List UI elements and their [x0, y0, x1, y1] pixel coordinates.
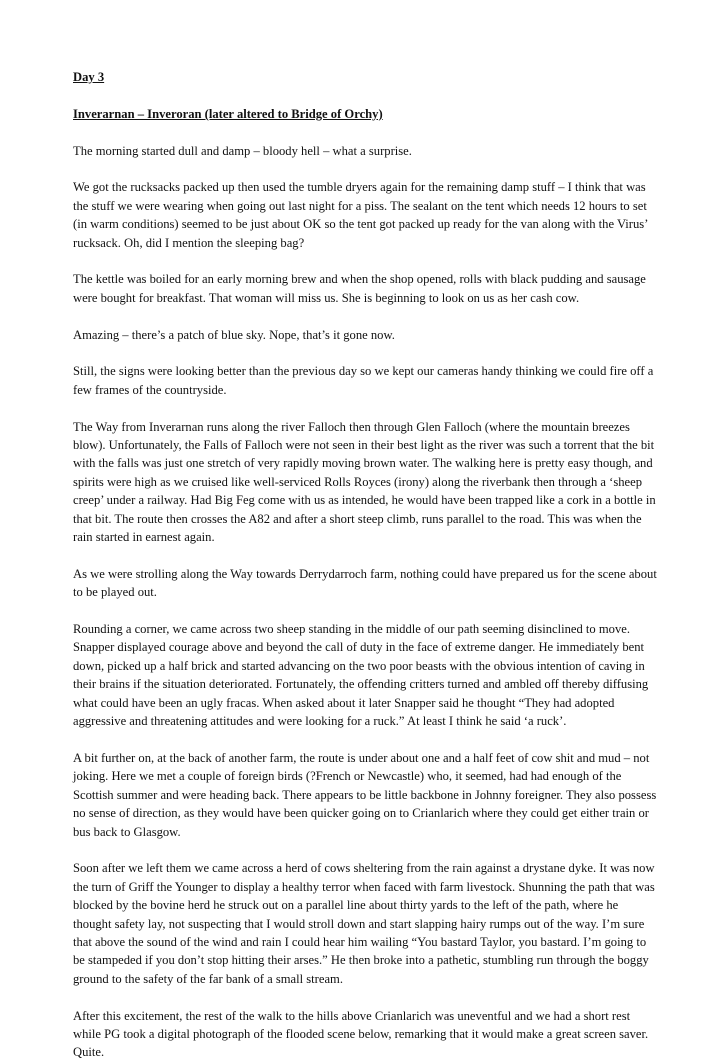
paragraph-1: The morning started dull and damp – bloody hell – what a surprise.	[73, 143, 412, 158]
paragraph-10: Soon after we left them we came across a herd of cows sheltering from the rain against a drystane dyke. It was now the turn of Griff the Younger to display a healthy terror when faced with farm livestock. Shunning the path that was blocked by the bovine herd he struck out on a parallel line about thirty yards to the left of the path, where he thought safety lay, not suspecting that I would stroll down and start slapping hairy rumps out of the way. I’m sure that above the sound of the wind and rain I could hear him wailing “You bastard Taylor, you bastard. I’m going to be stampeded if you don’t stop hitting their arses.” He then broke into a pathetic, stumbling run through the boggy ground to the safety of the far bank of a small stream.	[73, 861, 655, 986]
paragraph-2: We got the rucksacks packed up then used the tumble dryers again for the remaining damp stuff – I think that was the stuff we were wearing when going out last night for a piss. The sealant on the tent which needs 12 hours to set (in warm conditions) seemed to be just about OK so the tent got packed up ready for the van along with the Virus’ rucksack. Oh, did I mention the sleeping bag?	[73, 180, 648, 250]
day-heading: Day 3	[73, 70, 105, 84]
paragraph-6: The Way from Inverarnan runs along the river Falloch then through Glen Falloch (where the mountain breezes blow). Unfortunately, the Falls of Falloch were not seen in their best light as the river was such a torrent that the bit with the falls was just one stretch of very rapidly moving brown water. The walking here is pretty easy though, and spirits were high as we cruised like well-serviced Rolls Royces (irony) along the riverbank then through a ‘sheep creep’ under a railway. Had Big Feg come with us as intended, he would have been trapped like a cork in a bottle in that bit. The route then crosses the A82 and after a short steep climb, runs parallel to the road. This was when the rain started in earnest again.	[73, 419, 656, 545]
paragraph-4: Amazing – there’s a patch of blue sky. Nope, that’s it gone now.	[73, 327, 395, 342]
route-heading: Inverarnan – Inveroran (later altered to Bridge of Orchy)	[73, 106, 383, 121]
paragraph-3: The kettle was boiled for an early morning brew and when the shop opened, rolls with black pudding and sausage were bought for breakfast. That woman will miss us. She is beginning to look on us as her cash cow.	[73, 272, 646, 305]
paragraph-5: Still, the signs were looking better than the previous day so we kept our cameras handy thinking we could fire off a few frames of the countryside.	[73, 364, 654, 397]
paragraph-9: A bit further on, at the back of another farm, the route is under about one and a half feet of cow shit and mud – not joking. Here we met a couple of foreign birds (?French or Newcastle) who, it seemed, had had enough of the Scottish summer and were heading back. There appears to be little backbone in Johnny foreigner. They also possess no sense of direction, as they would have been quicker going on to Crianlarich where they could get either train or bus back to Glasgow.	[73, 750, 657, 839]
paragraph-11: After this excitement, the rest of the walk to the hills above Crianlarich was uneventful and we had a short rest while PG took a digital photograph of the flooded scene below, remarking that it would make a great screen saver. Quite.	[73, 1008, 649, 1060]
paragraph-7: As we were strolling along the Way towards Derrydarroch farm, nothing could have prepared us for the scene about to be played out.	[73, 566, 657, 600]
paragraph-8: Rounding a corner, we came across two sheep standing in the middle of our path seeming disinclined to move. Snapper displayed courage above and beyond the call of duty in the face of extreme danger. He immediately bent down, picked up a half brick and started advancing on the two poor beasts with the obvious intention of caving in their brains if the situation deteriorated. Fortunately, the offending critters turned and ambled off thereby diffusing what could have been an ugly fracas. When asked about it later Snapper said he thought “They had adopted aggressive and threatening attitudes and were looking for a ruck.” At least I think he said ‘a ruck’.	[73, 622, 649, 729]
